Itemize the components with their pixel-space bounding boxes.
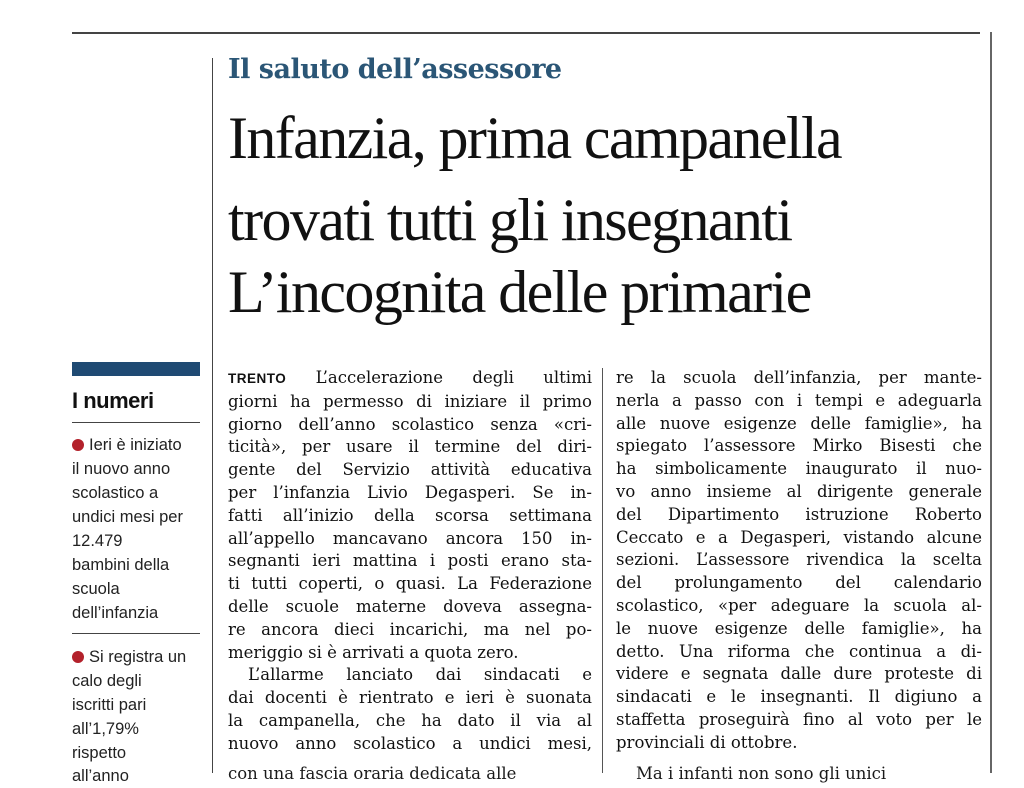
- body-line: videre e segnata dalle dure proteste di: [616, 664, 982, 684]
- column-1-cut-line: con una fascia oraria dedicata alle: [228, 764, 517, 783]
- bullet-icon: [72, 651, 84, 663]
- body-line: re ancora dieci incarichi, ma nel po-: [228, 619, 592, 639]
- body-line: del prolungamento del calendario: [616, 573, 982, 593]
- sidebar-column-rule: [212, 58, 213, 773]
- sidebar-fact-line: scuola: [72, 580, 120, 598]
- sidebar-fact-partial-line: all’anno: [72, 767, 129, 785]
- sidebar-fact-line: scolastico a: [72, 484, 159, 502]
- body-line: nerla a passo con i tempi e adeguarla: [616, 390, 982, 410]
- body-line: Ceccato e a Degasperi, vistando alcune: [616, 527, 982, 547]
- sidebar-fact-line: iscritti pari: [72, 696, 147, 714]
- body-line: re la scuola dell’infanzia, per mante-: [616, 368, 982, 387]
- column-2-cut-line: Ma i infanti non sono gli unici: [636, 764, 887, 783]
- sidebar-fact-line: il nuovo anno: [72, 460, 171, 478]
- body-line: giorno dell’anno scolastico senza «cri-: [228, 414, 592, 434]
- body-line: la campanella, che ha dato il via al: [228, 710, 592, 730]
- body-line: vo anno insieme al dirigente generale: [616, 481, 982, 501]
- body-line: sindacati e le insegnanti. Il digiuno a: [616, 687, 982, 707]
- body-line: delle scuole materne doveva assegna-: [228, 596, 592, 616]
- body-line: ticità», per usare il termine del diri-: [228, 437, 592, 457]
- sidebar-fact-line: Si registra un: [89, 648, 187, 666]
- sidebar-fact-line: dell’infanzia: [72, 604, 159, 622]
- body-line: scolastico, «per adeguare la scuola al-: [616, 595, 982, 615]
- sidebar-fact-line: 12.479: [72, 532, 123, 550]
- body-line: giorni ha permesso di iniziare il primo: [228, 391, 592, 411]
- body-line: le nuove esigenze delle famiglie», ha: [616, 618, 982, 638]
- body-line: spiegato l’assessore Mirko Bisesti che: [616, 436, 982, 456]
- body-line: staffetta proseguirà fino al voto per le: [616, 709, 982, 729]
- body-column-rule: [602, 368, 603, 773]
- headline-line-2: trovati tutti gli insegnanti: [228, 187, 792, 253]
- body-line: meriggio si è arrivati a quota zero.: [228, 642, 519, 662]
- body-line: gente del Servizio attività educativa: [228, 460, 592, 480]
- body-line: segnanti ieri mattina i posti erano sta-: [228, 551, 592, 571]
- sidebar-divider: [72, 633, 200, 634]
- body-line: per l’infanzia Livio Degasperi. Se in-: [228, 482, 592, 502]
- body-line: dai docenti è rientrato e ieri è suonata: [228, 688, 592, 708]
- top-rule: [72, 32, 980, 34]
- body-line: detto. Una riforma che continua a di-: [616, 641, 982, 661]
- body-line: del Dipartimento istruzione Roberto: [616, 504, 982, 524]
- body-line: fatti all’inizio della scorsa settimana: [228, 505, 592, 525]
- body-line: sezioni. L’assessore rivendica la scelta: [616, 550, 982, 570]
- headline-line-1: Infanzia, prima campanella: [228, 105, 842, 171]
- body-line: provinciali di ottobre.: [616, 732, 798, 752]
- sidebar-fact-line: Ieri è iniziato: [89, 436, 182, 454]
- sidebar-fact-1: [72, 433, 202, 625]
- article-kicker: Il saluto dell’assessore: [228, 54, 562, 85]
- sidebar-fact-line: rispetto: [72, 744, 127, 762]
- body-line: nuovo anno scolastico a undici mesi,: [228, 733, 592, 753]
- sidebar-title: I numeri: [72, 388, 154, 413]
- dateline: TRENTO: [228, 371, 287, 386]
- body-line: all’appello mancavano ancora 150 in-: [228, 528, 592, 548]
- body-line: TRENTO L’accelerazione degli ultimi: [228, 368, 592, 387]
- body-line: L’allarme lanciato dai sindacati e: [248, 665, 592, 685]
- body-line: alle nuove esigenze delle famiglie», ha: [616, 413, 982, 433]
- body-line: ha simbolicamente inaugurato il nuo-: [616, 459, 982, 479]
- article-column-1: [228, 367, 592, 756]
- sidebar-accent-bar: [72, 362, 200, 376]
- article-column-2: [616, 367, 982, 755]
- sidebar-divider: [72, 422, 200, 423]
- bullet-icon: [72, 439, 84, 451]
- sidebar-fact-2: [72, 645, 202, 765]
- body-line: ti tutti coperti, o quasi. La Federazione: [228, 574, 592, 594]
- right-rule: [990, 32, 992, 773]
- sidebar-fact-line: all’1,79%: [72, 720, 139, 738]
- headline-line-3: L’incognita delle primarie: [228, 259, 811, 325]
- sidebar-fact-line: bambini della: [72, 556, 170, 574]
- sidebar-fact-line: calo degli: [72, 672, 142, 690]
- sidebar-fact-line: undici mesi per: [72, 508, 183, 526]
